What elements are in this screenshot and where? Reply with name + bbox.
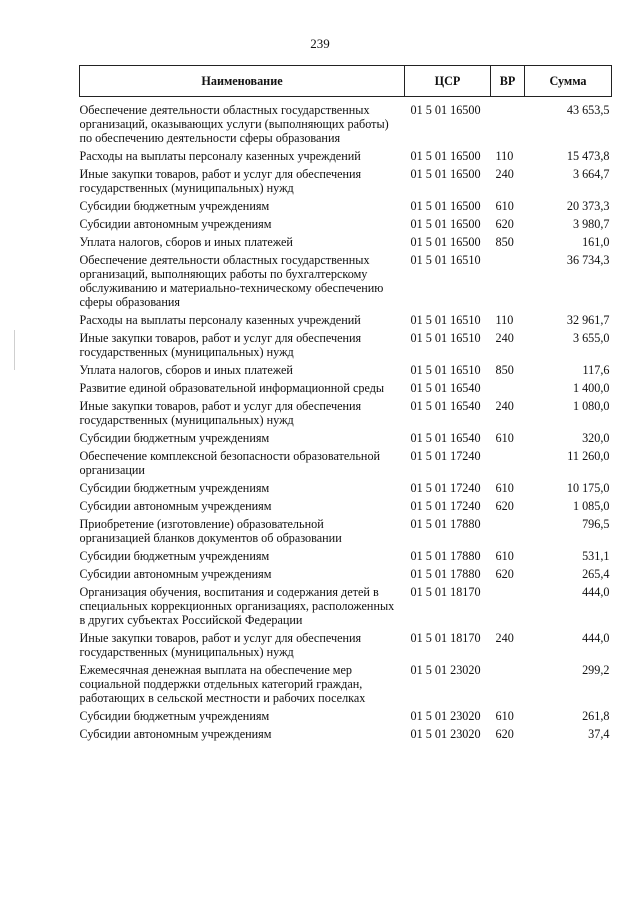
table-row — [80, 217, 612, 235]
table-row — [80, 517, 612, 549]
table-header-row — [80, 66, 612, 97]
row-sum: 444,0 — [582, 631, 610, 645]
row-sum: 444,0 — [582, 585, 610, 599]
row-vr: 240 — [495, 631, 514, 645]
row-vr — [491, 381, 525, 399]
row-name: Приобретение (изготовление) образовательной организацией бланков документов об образовании — [79, 517, 342, 545]
row-name: Обеспечение деятельности областных государственных организаций, выполняющих работы по бухгалтерскому обслуживанию и материально-техническому обеспечению сферы образования — [79, 253, 384, 309]
row-csr: 01 5 01 16540 — [410, 381, 481, 395]
row-csr: 01 5 01 16500 — [410, 149, 481, 163]
table-row — [80, 97, 612, 150]
row-csr: 01 5 01 18170 — [410, 585, 481, 599]
row-name: Иные закупки товаров, работ и услуг для обеспечения государственных (муниципальных) нужд — [79, 167, 362, 195]
row-csr: 01 5 01 16510 — [410, 253, 481, 267]
page-number: 239 — [310, 36, 330, 51]
row-name: Обеспечение комплексной безопасности образовательной организации — [79, 449, 381, 477]
row-sum: 32 961,7 — [566, 313, 610, 327]
row-vr — [491, 97, 525, 150]
row-vr: 610 — [495, 199, 514, 213]
header-sum: Сумма — [525, 66, 612, 97]
header-csr: ЦСР — [405, 66, 491, 97]
row-csr: 01 5 01 16540 — [410, 431, 481, 445]
row-vr: 240 — [495, 167, 514, 181]
row-name: Обеспечение деятельности областных государственных организаций, оказывающих услуги (выполняющих работы) по обеспечению деятельности сферы образования — [79, 103, 389, 145]
row-csr: 01 5 01 16510 — [410, 363, 481, 377]
row-csr: 01 5 01 17880 — [410, 567, 481, 581]
row-sum: 11 260,0 — [567, 449, 610, 463]
row-name: Иные закупки товаров, работ и услуг для обеспечения государственных (муниципальных) нужд — [79, 631, 362, 659]
row-csr: 01 5 01 23020 — [410, 709, 481, 723]
row-csr: 01 5 01 23020 — [410, 663, 481, 677]
table-row — [80, 149, 612, 167]
row-name: Субсидии автономным учреждениям — [79, 567, 272, 581]
header-name: Наименование — [80, 66, 405, 97]
row-vr — [491, 517, 525, 549]
row-sum: 320,0 — [582, 431, 610, 445]
row-vr — [491, 663, 525, 709]
table-row — [80, 499, 612, 517]
row-csr: 01 5 01 17240 — [410, 499, 481, 513]
table-row — [80, 167, 612, 199]
row-name: Уплата налогов, сборов и иных платежей — [79, 235, 293, 249]
row-vr: 610 — [495, 709, 514, 723]
row-vr — [491, 253, 525, 313]
table-body — [80, 97, 612, 746]
table-row — [80, 199, 612, 217]
row-sum: 1 085,0 — [572, 499, 610, 513]
table-row — [80, 727, 612, 745]
row-name: Субсидии автономным учреждениям — [79, 727, 272, 741]
row-name: Субсидии автономным учреждениям — [79, 217, 272, 231]
row-csr: 01 5 01 16500 — [410, 103, 481, 117]
row-sum: 117,6 — [582, 363, 610, 377]
row-csr: 01 5 01 18170 — [410, 631, 481, 645]
row-sum: 3 655,0 — [572, 331, 610, 345]
header-vr: ВР — [491, 66, 525, 97]
row-name: Расходы на выплаты персоналу казенных учреждений — [79, 149, 361, 163]
row-vr — [491, 585, 525, 631]
row-sum: 36 734,3 — [566, 253, 610, 267]
row-sum: 1 080,0 — [572, 399, 610, 413]
row-sum: 15 473,8 — [566, 149, 610, 163]
budget-table — [79, 65, 612, 745]
table-row — [80, 313, 612, 331]
row-csr: 01 5 01 17240 — [410, 449, 481, 463]
table-row — [80, 399, 612, 431]
row-sum: 43 653,5 — [566, 103, 610, 117]
row-csr: 01 5 01 23020 — [410, 727, 481, 741]
scan-margin-mark — [14, 330, 15, 370]
table-row — [80, 331, 612, 363]
table-row — [80, 381, 612, 399]
row-vr: 620 — [495, 499, 514, 513]
table-row — [80, 449, 612, 481]
row-vr: 110 — [495, 313, 514, 327]
row-name: Организация обучения, воспитания и содержания детей в специальных коррекционных организациях, расположенных в других субъектах Российской Федерации — [79, 585, 395, 627]
row-csr: 01 5 01 17240 — [410, 481, 481, 495]
row-csr: 01 5 01 16500 — [410, 235, 481, 249]
row-name: Иные закупки товаров, работ и услуг для обеспечения государственных (муниципальных) нужд — [79, 331, 362, 359]
row-name: Расходы на выплаты персоналу казенных учреждений — [79, 313, 361, 327]
row-name: Субсидии автономным учреждениям — [79, 499, 272, 513]
row-vr: 110 — [495, 149, 514, 163]
row-vr: 610 — [495, 549, 514, 563]
row-name: Уплата налогов, сборов и иных платежей — [79, 363, 293, 377]
table-row — [80, 585, 612, 631]
row-csr: 01 5 01 16500 — [410, 199, 481, 213]
row-sum: 3 980,7 — [572, 217, 610, 231]
row-name: Субсидии бюджетным учреждениям — [79, 199, 270, 213]
row-name: Иные закупки товаров, работ и услуг для обеспечения государственных (муниципальных) нужд — [79, 399, 362, 427]
row-vr — [491, 449, 525, 481]
table-row — [80, 663, 612, 709]
row-name: Субсидии бюджетным учреждениям — [79, 549, 270, 563]
row-vr: 240 — [495, 399, 514, 413]
row-vr: 610 — [495, 481, 514, 495]
table-row — [80, 567, 612, 585]
row-vr: 850 — [495, 363, 514, 377]
table-row — [80, 235, 612, 253]
row-csr: 01 5 01 16540 — [410, 399, 481, 413]
table-row — [80, 481, 612, 499]
row-csr: 01 5 01 17880 — [410, 517, 481, 531]
row-name: Субсидии бюджетным учреждениям — [79, 431, 270, 445]
row-vr: 610 — [495, 431, 514, 445]
row-csr: 01 5 01 16500 — [410, 217, 481, 231]
table-row — [80, 549, 612, 567]
row-vr: 620 — [495, 567, 514, 581]
row-vr: 620 — [495, 217, 514, 231]
row-sum: 161,0 — [582, 235, 610, 249]
table-row — [80, 631, 612, 663]
row-vr: 240 — [495, 331, 514, 345]
row-name: Ежемесячная денежная выплата на обеспечение мер социальной поддержки отдельных категорий граждан, работающих в сельской местности и рабочих поселках — [79, 663, 366, 705]
row-sum: 3 664,7 — [572, 167, 610, 181]
row-sum: 265,4 — [582, 567, 610, 581]
row-csr: 01 5 01 16510 — [410, 313, 481, 327]
row-sum: 299,2 — [582, 663, 610, 677]
row-name: Субсидии бюджетным учреждениям — [79, 709, 270, 723]
row-vr: 620 — [495, 727, 514, 741]
row-sum: 20 373,3 — [566, 199, 610, 213]
row-sum: 531,1 — [582, 549, 610, 563]
row-sum: 1 400,0 — [572, 381, 610, 395]
row-csr: 01 5 01 16510 — [410, 331, 481, 345]
row-sum: 37,4 — [588, 727, 610, 741]
row-sum: 796,5 — [582, 517, 610, 531]
row-sum: 261,8 — [582, 709, 610, 723]
table-row — [80, 253, 612, 313]
table-row — [80, 431, 612, 449]
row-sum: 10 175,0 — [566, 481, 610, 495]
table-row — [80, 709, 612, 727]
row-vr: 850 — [495, 235, 514, 249]
row-name: Субсидии бюджетным учреждениям — [79, 481, 270, 495]
table-row — [80, 363, 612, 381]
row-name: Развитие единой образовательной информационной среды — [79, 381, 385, 395]
row-csr: 01 5 01 17880 — [410, 549, 481, 563]
row-csr: 01 5 01 16500 — [410, 167, 481, 181]
